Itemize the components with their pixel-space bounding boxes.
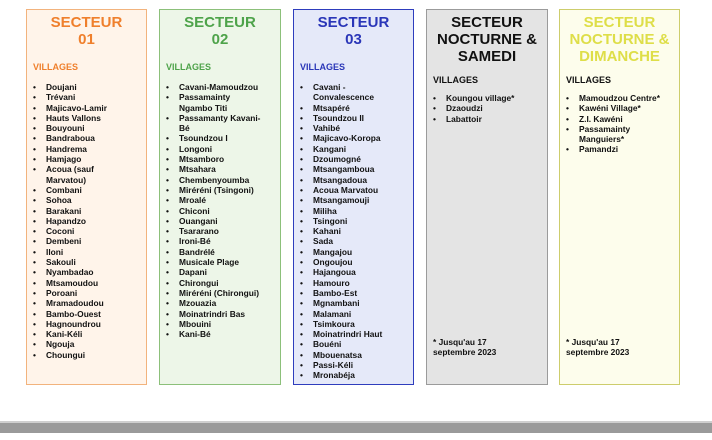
village-item: • Nyambadao xyxy=(27,267,146,277)
village-item: • Mtsahara xyxy=(160,164,280,174)
village-item: • Bambo-Est xyxy=(294,288,413,298)
village-item: • Bouyouni xyxy=(27,123,146,133)
village-item: • Mamoudzou Centre* xyxy=(560,93,679,103)
village-item: • Miréréni (Tsingoni) xyxy=(160,185,280,195)
village-item: • Malamani xyxy=(294,309,413,319)
village-item: • Chirongui xyxy=(160,278,280,288)
village-item: • Passi-Kéli xyxy=(294,360,413,370)
village-item: • Bandraboua xyxy=(27,133,146,143)
secteur-nocturne-samedi-title: SECTEUR NOCTURNE & SAMEDI xyxy=(437,14,537,65)
village-item: • Barakani xyxy=(27,206,146,216)
village-item: • Hauts Vallons xyxy=(27,113,146,123)
village-item: • Handrema xyxy=(27,144,146,154)
village-item: • Bambo-Ouest xyxy=(27,309,146,319)
village-item: • Passamanty Kavani- Bé xyxy=(160,113,280,134)
secteur-nocturne-dimanche-villages-label: VILLAGES xyxy=(566,75,612,85)
village-item: • Mzouazia xyxy=(160,298,280,308)
village-item: • Coconi xyxy=(27,226,146,236)
secteur-01-title: SECTEUR 01 xyxy=(50,14,123,48)
secteur-02-title: SECTEUR 02 xyxy=(184,14,256,48)
village-item: • Kani-Bé xyxy=(160,329,280,339)
village-item: • Poroani xyxy=(27,288,146,298)
village-item: • Sada xyxy=(294,236,413,246)
village-item: • Kawéni Village* xyxy=(560,103,679,113)
village-item: • Mtsapéré xyxy=(294,103,413,113)
village-item: • Hapandzo xyxy=(27,216,146,226)
secteur-nocturne-samedi-column xyxy=(426,9,548,385)
secteur-nocturne-samedi-note: * Jusqu'au 17 septembre 2023 xyxy=(433,337,497,358)
village-item: • Moinatrindri Haut xyxy=(294,329,413,339)
village-item: • Miliha xyxy=(294,206,413,216)
village-item: • Mtsangamboua xyxy=(294,164,413,174)
village-item: • Vahibé xyxy=(294,123,413,133)
village-item: • Sakouli xyxy=(27,257,146,267)
secteur-nocturne-dimanche-title: SECTEUR NOCTURNE & DIMANCHE xyxy=(569,14,670,65)
village-item: • Moinatrindri Bas xyxy=(160,309,280,319)
village-item: • Dzaoudzi xyxy=(427,103,547,113)
secteur-03-column xyxy=(293,9,414,385)
village-item: • Tsararano xyxy=(160,226,280,236)
village-item: • Dzoumogné xyxy=(294,154,413,164)
bottom-scroll-bar xyxy=(0,421,712,433)
secteur-01-column xyxy=(26,9,147,385)
secteur-nocturne-dimanche-column xyxy=(559,9,680,385)
village-item: • Mramadoudou xyxy=(27,298,146,308)
village-item: • Mgnambani xyxy=(294,298,413,308)
village-item: • Musicale Plage xyxy=(160,257,280,267)
village-item: • Passamainty Manguiers* xyxy=(560,124,679,145)
village-item: • Kahani xyxy=(294,226,413,236)
village-item: • Cavani - Convalescence xyxy=(294,82,413,103)
secteur-nocturne-dimanche-village-list xyxy=(560,93,679,155)
village-item: • Z.I. Kawéni xyxy=(560,114,679,124)
village-item: • Cavani-Mamoudzou xyxy=(160,82,280,92)
secteur-nocturne-samedi-village-list xyxy=(427,93,547,124)
village-item: • Mangajou xyxy=(294,247,413,257)
village-item: • Labattoir xyxy=(427,114,547,124)
village-item: • Hajangoua xyxy=(294,267,413,277)
village-item: • Ngouja xyxy=(27,339,146,349)
village-item: • Acoua (sauf Marvatou) xyxy=(27,164,146,185)
village-item: • Tsoundzou II xyxy=(294,113,413,123)
village-item: • Mtsangadoua xyxy=(294,175,413,185)
village-item: • Bandrélé xyxy=(160,247,280,257)
village-item: • Ouangani xyxy=(160,216,280,226)
secteur-01-village-list xyxy=(27,82,146,360)
village-item: • Pamandzi xyxy=(560,144,679,154)
village-item: • Kangani xyxy=(294,144,413,154)
village-item: • Tsoundzou I xyxy=(160,133,280,143)
village-item: • Acoua Marvatou xyxy=(294,185,413,195)
village-item: • Mroalé xyxy=(160,195,280,205)
village-item: • Longoni xyxy=(160,144,280,154)
village-item: • Trévani xyxy=(27,92,146,102)
village-item: • Passamainty Ngambo Titi xyxy=(160,92,280,113)
secteur-03-village-list xyxy=(294,82,413,381)
village-item: • Tsingoni xyxy=(294,216,413,226)
secteur-nocturne-dimanche-note: * Jusqu'au 17 septembre 2023 xyxy=(566,337,630,358)
village-item: • Tsimkoura xyxy=(294,319,413,329)
village-item: • Mtsamoudou xyxy=(27,278,146,288)
village-item: • Majicavo-Lamir xyxy=(27,103,146,113)
village-item: • Hamouro xyxy=(294,278,413,288)
village-item: • Mbouenatsa xyxy=(294,350,413,360)
village-item: • Ongoujou xyxy=(294,257,413,267)
village-item: • Mronabéja xyxy=(294,370,413,380)
village-item: • Majicavo-Koropa xyxy=(294,133,413,143)
village-item: • Koungou village* xyxy=(427,93,547,103)
village-item: • Combani xyxy=(27,185,146,195)
secteur-03-title: SECTEUR 03 xyxy=(317,14,390,48)
secteur-nocturne-samedi-villages-label: VILLAGES xyxy=(433,75,479,85)
secteur-02-villages-label: VILLAGES xyxy=(166,62,212,72)
village-item: • Hamjago xyxy=(27,154,146,164)
village-item: • Iloni xyxy=(27,247,146,257)
secteur-02-column xyxy=(159,9,281,385)
village-item: • Mtsamboro xyxy=(160,154,280,164)
village-item: • Dembeni xyxy=(27,236,146,246)
village-item: • Kani-Kéli xyxy=(27,329,146,339)
secteur-01-villages-label: VILLAGES xyxy=(33,62,79,72)
village-item: • Miréréni (Chirongui) xyxy=(160,288,280,298)
secteur-02-village-list xyxy=(160,82,280,339)
secteur-03-villages-label: VILLAGES xyxy=(300,62,346,72)
village-item: • Sohoa xyxy=(27,195,146,205)
village-item: • Chiconi xyxy=(160,206,280,216)
village-item: • Choungui xyxy=(27,350,146,360)
village-item: • Dapani xyxy=(160,267,280,277)
village-item: • Bouéni xyxy=(294,339,413,349)
village-item: • Ironi-Bé xyxy=(160,236,280,246)
village-item: • Mbouini xyxy=(160,319,280,329)
village-item: • Doujani xyxy=(27,82,146,92)
village-item: • Chembenyoumba xyxy=(160,175,280,185)
village-item: • Mtsangamouji xyxy=(294,195,413,205)
village-item: • Hagnoundrou xyxy=(27,319,146,329)
